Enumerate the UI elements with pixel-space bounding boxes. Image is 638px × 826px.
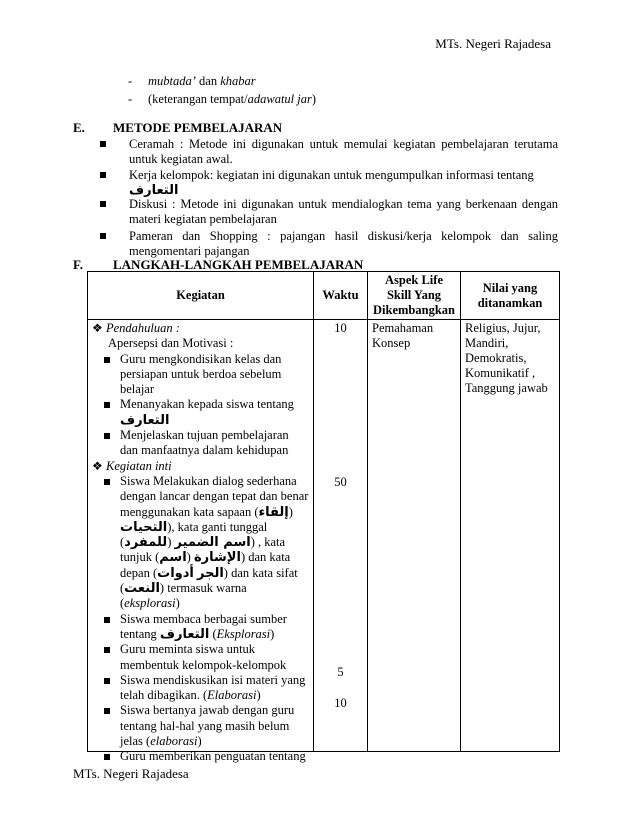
aspek-cell: Pemahaman Konsep — [368, 320, 461, 752]
section-e-heading: E. METODE PEMBELAJARAN — [73, 120, 283, 135]
square-bullet-icon — [100, 141, 106, 147]
square-bullet-icon — [104, 647, 110, 653]
method-item: Kerja kelompok: kegiatan ini digunakan untuk mengumpulkan informasi tentang التعارف — [100, 168, 558, 198]
list-item: Guru mengkondisikan kelas dan persiapan untuk berdoa sebelum belajar — [92, 352, 309, 398]
header-aspek: Aspek Life Skill Yang Dikembangkan — [368, 272, 461, 320]
learning-steps-table — [87, 271, 560, 764]
diamond-bullet-icon: ❖ — [92, 458, 103, 473]
square-bullet-icon — [104, 433, 110, 439]
square-bullet-icon — [104, 617, 110, 623]
list-item: Menanyakan kepada siswa tentang التعارف — [92, 397, 309, 428]
time-value: 50 — [334, 475, 347, 489]
list-item: - (keterangan tempat/adawatul jar) — [128, 92, 317, 106]
list-item: Guru memberikan penguatan tentang — [92, 749, 309, 764]
list-item: Menjelaskan tujuan pembelajaran dan manfaatnya dalam kehidupan — [92, 428, 309, 459]
method-item: Diskusi : Metode ini digunakan untuk mendialogkan tema yang berkenaan dengan materi kegiatan pembelajaran — [100, 197, 558, 227]
table-row — [88, 320, 560, 752]
square-bullet-icon — [104, 479, 110, 485]
square-bullet-icon — [100, 172, 106, 178]
list-item: Siswa membaca berbagai sumber tentang التعارف (Eksplorasi) — [92, 612, 309, 643]
list-item: Siswa bertanya jawab dengan guru tentang hal-hal yang masih belum jelas (elaborasi) — [92, 703, 309, 749]
square-bullet-icon — [104, 402, 110, 408]
square-bullet-icon — [104, 678, 110, 684]
square-bullet-icon — [100, 201, 106, 207]
header-nilai: Nilai yang ditanamkan — [461, 272, 560, 320]
page-footer: MTs. Negeri Rajadesa — [73, 766, 189, 781]
square-bullet-icon — [104, 357, 110, 363]
waktu-cell — [314, 320, 368, 752]
time-value: 5 — [337, 665, 344, 679]
header-waktu: Waktu — [314, 272, 368, 320]
kegiatan-cell: ❖ Pendahuluan : Apersepsi dan Motivasi : Guru mengkondisikan kelas dan persiapan untuk berdoa sebelum belajar Menanyakan kepada siswa tentang التعارف Menjelaskan tujuan pembelajaran dan manfaatnya dalam kehidupan ❖ Kegiatan inti Siswa Melakukan dialog sederhana dengan lancar dengan tepat dan benar menggunakan kata sapaan (إلقاء) التحيات), kata ganti tunggal (للمفرد) اسم الضمير) , kata tunjuk (اسم) الإشارة) dan kata depan (أدوات الجر) dan kata sifat (النعت) termasuk warna (eksplorasi) Siswa membaca berbagai sumber tentang التعارف (Eksplorasi) Guru meminta siswa untuk membentuk kelompok-kelompok Siswa mendiskusikan isi materi yang telah dibagikan. (Elaborasi) Siswa bertanya jawab dengan guru tentang hal-hal yang masih belum jelas (elaborasi) Guru memberikan penguatan tentang — [88, 320, 314, 752]
table-header-row — [88, 272, 560, 320]
time-value: 10 — [334, 321, 347, 335]
square-bullet-icon — [104, 754, 110, 760]
section-f-heading: F. LANGKAH-LANGKAH PEMBELAJARAN — [73, 257, 364, 272]
diamond-bullet-icon: ❖ — [92, 321, 103, 335]
header-kegiatan: Kegiatan — [88, 272, 314, 320]
list-item: Siswa Melakukan dialog sederhana dengan lancar dengan tepat dan benar menggunakan kata sapaan (إلقاء) التحيات), kata ganti tunggal (للمفرد) اسم الضمير) , kata tunjuk (اسم) الإشارة) dan kata depan (أدوات الجر) dan kata sifat (النعت) termasuk warna (eksplorasi) — [92, 474, 309, 612]
square-bullet-icon — [100, 233, 106, 239]
square-bullet-icon — [104, 708, 110, 714]
page-header: MTs. Negeri Rajadesa — [435, 36, 551, 51]
list-item: Guru meminta siswa untuk membentuk kelompok-kelompok — [92, 642, 309, 673]
nilai-cell: Religius, Jujur, Mandiri, Demokratis, Komunikatif , Tanggung jawab — [461, 320, 560, 752]
list-item: Siswa mendiskusikan isi materi yang telah dibagikan. (Elaborasi) — [92, 673, 309, 704]
time-value: 10 — [334, 696, 347, 710]
list-item: - mubtada’ dan khabar — [128, 74, 256, 88]
method-item: Pameran dan Shopping : pajangan hasil diskusi/kerja kelompok dan saling mengomentari pajangan — [100, 229, 558, 259]
method-item: Ceramah : Metode ini digunakan untuk memulai kegiatan pembelajaran terutama untuk kegiatan awal. — [100, 137, 558, 167]
